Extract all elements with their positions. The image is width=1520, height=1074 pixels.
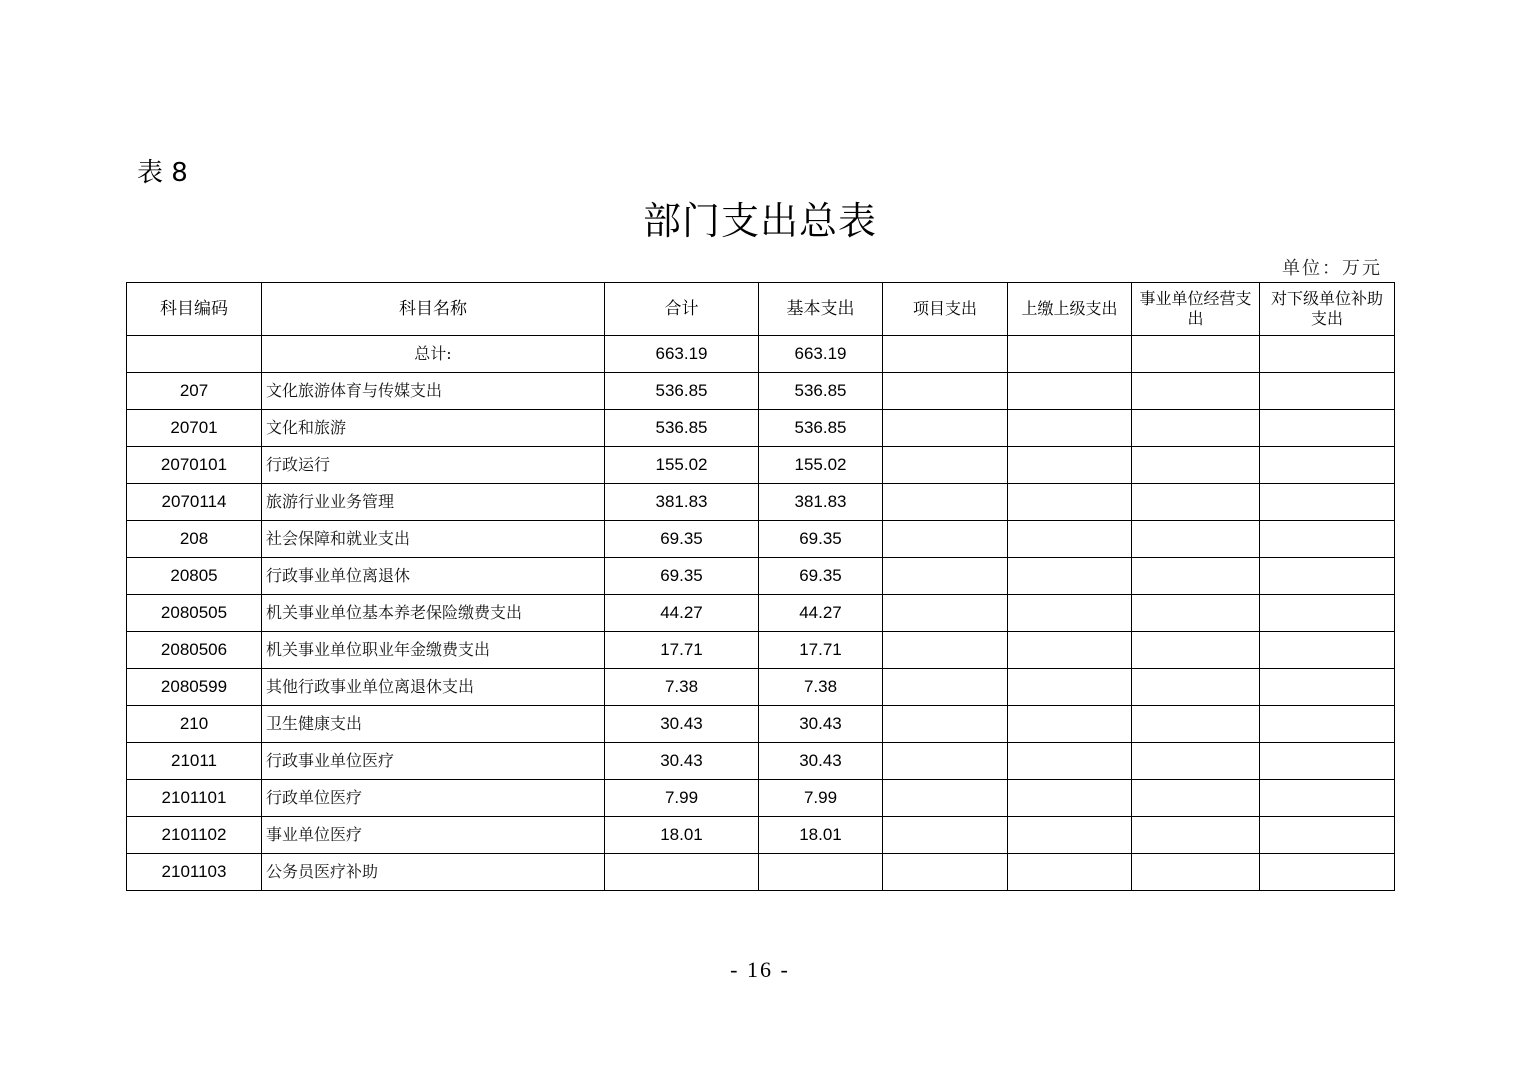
- cell-total: 30.43: [605, 743, 759, 780]
- cell-basic: 381.83: [759, 484, 883, 521]
- cell-subsidy: [1260, 336, 1395, 373]
- cell-code: 2070114: [127, 484, 262, 521]
- cell-name: 事业单位医疗: [262, 817, 605, 854]
- cell-operating: [1132, 632, 1260, 669]
- cell-project: [883, 521, 1008, 558]
- cell-basic: 7.99: [759, 780, 883, 817]
- cell-remit: [1008, 632, 1132, 669]
- cell-subsidy: [1260, 558, 1395, 595]
- cell-code: 20805: [127, 558, 262, 595]
- cell-remit: [1008, 669, 1132, 706]
- cell-operating: [1132, 521, 1260, 558]
- cell-name: 旅游行业业务管理: [262, 484, 605, 521]
- cell-code: 21011: [127, 743, 262, 780]
- cell-project: [883, 336, 1008, 373]
- page-number: - 16 -: [730, 957, 790, 982]
- cell-subsidy: [1260, 521, 1395, 558]
- cell-operating: [1132, 558, 1260, 595]
- cell-name: 机关事业单位职业年金缴费支出: [262, 632, 605, 669]
- cell-code: 207: [127, 373, 262, 410]
- cell-total: 381.83: [605, 484, 759, 521]
- cell-subsidy: [1260, 817, 1395, 854]
- cell-project: [883, 669, 1008, 706]
- cell-operating: [1132, 447, 1260, 484]
- cell-basic: 18.01: [759, 817, 883, 854]
- table-row: [127, 484, 1395, 521]
- cell-name: 文化和旅游: [262, 410, 605, 447]
- cell-basic: 7.38: [759, 669, 883, 706]
- cell-basic: 44.27: [759, 595, 883, 632]
- header-basic: 基本支出: [759, 283, 883, 336]
- table-row: [127, 373, 1395, 410]
- cell-total: 7.99: [605, 780, 759, 817]
- cell-code: 208: [127, 521, 262, 558]
- cell-subsidy: [1260, 447, 1395, 484]
- cell-subsidy: [1260, 484, 1395, 521]
- cell-basic: 17.71: [759, 632, 883, 669]
- cell-total: 663.19: [605, 336, 759, 373]
- cell-basic: 30.43: [759, 706, 883, 743]
- cell-total: 155.02: [605, 447, 759, 484]
- cell-subsidy: [1260, 780, 1395, 817]
- cell-remit: [1008, 595, 1132, 632]
- table-row: [127, 854, 1395, 891]
- cell-remit: [1008, 521, 1132, 558]
- cell-name: 文化旅游体育与传媒支出: [262, 373, 605, 410]
- cell-operating: [1132, 595, 1260, 632]
- cell-project: [883, 484, 1008, 521]
- cell-operating: [1132, 669, 1260, 706]
- cell-basic: 30.43: [759, 743, 883, 780]
- cell-name: 行政事业单位医疗: [262, 743, 605, 780]
- cell-remit: [1008, 336, 1132, 373]
- cell-operating: [1132, 484, 1260, 521]
- cell-subsidy: [1260, 595, 1395, 632]
- cell-total: 536.85: [605, 373, 759, 410]
- header-operating: 事业单位经营支出: [1132, 283, 1260, 336]
- cell-remit: [1008, 558, 1132, 595]
- table-body: [127, 336, 1395, 891]
- cell-total: 7.38: [605, 669, 759, 706]
- cell-total: 17.71: [605, 632, 759, 669]
- cell-operating: [1132, 373, 1260, 410]
- table-row: [127, 447, 1395, 484]
- cell-total: 536.85: [605, 410, 759, 447]
- cell-project: [883, 558, 1008, 595]
- cell-name: 总计:: [262, 336, 605, 373]
- cell-project: [883, 817, 1008, 854]
- header-row: [127, 283, 1395, 336]
- header-project: 项目支出: [883, 283, 1008, 336]
- cell-project: [883, 706, 1008, 743]
- table-label: 表 8: [137, 158, 188, 188]
- cell-name: 卫生健康支出: [262, 706, 605, 743]
- cell-operating: [1132, 706, 1260, 743]
- cell-basic: 155.02: [759, 447, 883, 484]
- cell-basic: [759, 854, 883, 891]
- cell-basic: 536.85: [759, 373, 883, 410]
- cell-total: [605, 854, 759, 891]
- expense-table: [126, 282, 1395, 891]
- cell-remit: [1008, 410, 1132, 447]
- cell-project: [883, 743, 1008, 780]
- cell-operating: [1132, 410, 1260, 447]
- cell-subsidy: [1260, 373, 1395, 410]
- cell-project: [883, 410, 1008, 447]
- cell-code: 2080506: [127, 632, 262, 669]
- header-code: 科目编码: [127, 283, 262, 336]
- table-row: [127, 780, 1395, 817]
- cell-code: 2070101: [127, 447, 262, 484]
- cell-code: 2101102: [127, 817, 262, 854]
- cell-name: 机关事业单位基本养老保险缴费支出: [262, 595, 605, 632]
- cell-basic: 663.19: [759, 336, 883, 373]
- cell-total: 69.35: [605, 521, 759, 558]
- cell-project: [883, 632, 1008, 669]
- cell-code: 2080505: [127, 595, 262, 632]
- header-subsidy: 对下级单位补助支出: [1260, 283, 1395, 336]
- table-row: [127, 521, 1395, 558]
- table-row: [127, 706, 1395, 743]
- total-row: [127, 336, 1395, 373]
- cell-code: 210: [127, 706, 262, 743]
- cell-remit: [1008, 484, 1132, 521]
- table-row: [127, 632, 1395, 669]
- cell-name: 行政单位医疗: [262, 780, 605, 817]
- cell-subsidy: [1260, 743, 1395, 780]
- table-row: [127, 817, 1395, 854]
- cell-remit: [1008, 706, 1132, 743]
- cell-project: [883, 373, 1008, 410]
- cell-total: 69.35: [605, 558, 759, 595]
- unit-note: 单位：万元: [1282, 258, 1382, 279]
- table-row: [127, 669, 1395, 706]
- cell-code: 2080599: [127, 669, 262, 706]
- cell-remit: [1008, 780, 1132, 817]
- cell-name: 行政事业单位离退休: [262, 558, 605, 595]
- cell-code: 2101103: [127, 854, 262, 891]
- table-row: [127, 410, 1395, 447]
- cell-total: 30.43: [605, 706, 759, 743]
- cell-name: 公务员医疗补助: [262, 854, 605, 891]
- cell-remit: [1008, 817, 1132, 854]
- header-total: 合计: [605, 283, 759, 336]
- cell-project: [883, 780, 1008, 817]
- cell-project: [883, 595, 1008, 632]
- cell-total: 44.27: [605, 595, 759, 632]
- cell-remit: [1008, 447, 1132, 484]
- cell-project: [883, 854, 1008, 891]
- header-remit: 上缴上级支出: [1008, 283, 1132, 336]
- table-row: [127, 558, 1395, 595]
- cell-operating: [1132, 780, 1260, 817]
- cell-name: 其他行政事业单位离退休支出: [262, 669, 605, 706]
- header-name: 科目名称: [262, 283, 605, 336]
- cell-remit: [1008, 373, 1132, 410]
- cell-operating: [1132, 743, 1260, 780]
- cell-subsidy: [1260, 632, 1395, 669]
- cell-subsidy: [1260, 410, 1395, 447]
- cell-subsidy: [1260, 669, 1395, 706]
- table-row: [127, 595, 1395, 632]
- cell-remit: [1008, 854, 1132, 891]
- cell-code: 20701: [127, 410, 262, 447]
- cell-subsidy: [1260, 706, 1395, 743]
- table-row: [127, 743, 1395, 780]
- cell-project: [883, 447, 1008, 484]
- cell-name: 行政运行: [262, 447, 605, 484]
- cell-operating: [1132, 817, 1260, 854]
- cell-basic: 69.35: [759, 521, 883, 558]
- cell-basic: 69.35: [759, 558, 883, 595]
- cell-name: 社会保障和就业支出: [262, 521, 605, 558]
- cell-remit: [1008, 743, 1132, 780]
- cell-code: [127, 336, 262, 373]
- cell-total: 18.01: [605, 817, 759, 854]
- cell-operating: [1132, 336, 1260, 373]
- cell-subsidy: [1260, 854, 1395, 891]
- cell-code: 2101101: [127, 780, 262, 817]
- cell-operating: [1132, 854, 1260, 891]
- cell-basic: 536.85: [759, 410, 883, 447]
- page-title: 部门支出总表: [642, 199, 877, 243]
